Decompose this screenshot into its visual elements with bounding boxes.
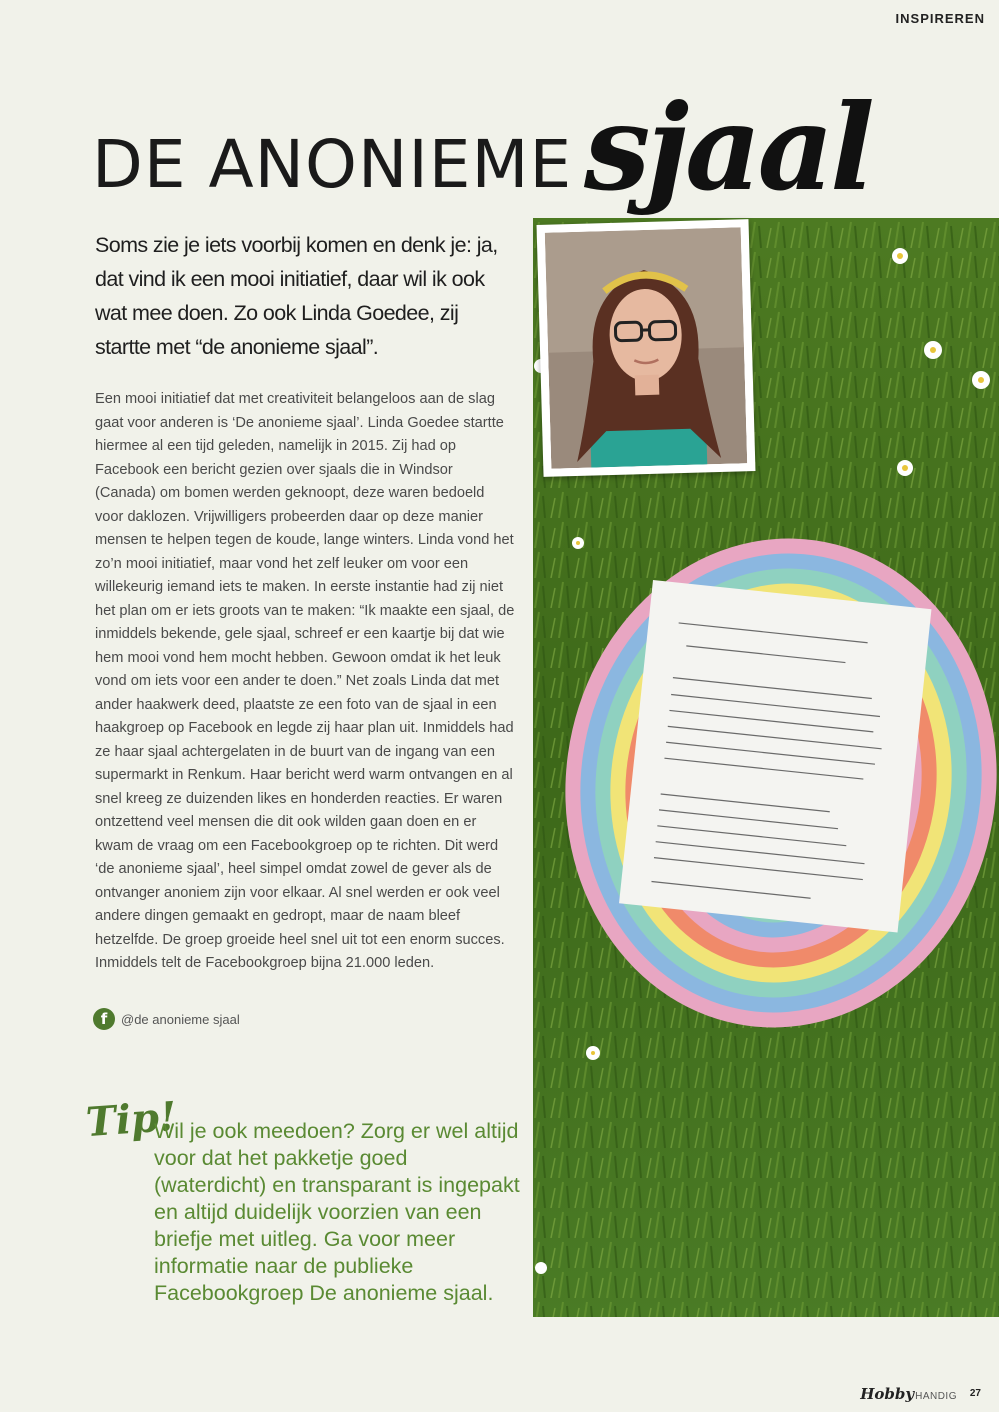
tip-text: Wil je ook meedoen? Zorg er wel altijd voor dat het pakketje goed (waterdicht) en transparant is ingepakt en altijd duidelijk voorzien van een briefje met uitleg. Ga voor meer informatie naar de publieke Facebookgroep De anonieme sjaal. — [154, 1119, 520, 1305]
body-paragraph: Een mooi initiatief dat met creativiteit belangeloos aan de slag gaat voor anderen is ‘De anonieme sjaal’. Linda Goedee startte hiermee al een tijd geleden, namelijk in 2015. Zij had op Facebook een bericht gezien over sjaals die in Windsor (Canada) om bomen werden geknoopt, deze waren bedoeld voor daklozen. Vrijwilligers probeerden daar op deze manier mensen te helpen tegen de koude, lange winters. Linda vond het zo’n mooi initiatief, maar vond het zelf leuker om voor een willekeurig iemand iets te maken. In eerste instantie had zij niet het plan om er iets groots van te maken: “Ik maakte een sjaal, de inmiddels bekende, gele sjaal, schreef er een kaartje bij dat wie hem mooi vond hem mocht hebben. Gewoon omdat ik het leuk vond om iets voor een ander te doen.” Net zoals Linda dat met ander haakwerk deed, plaatste ze een foto van de sjaal in een haakgroep op Facebook en legde zij haar plan uit. Inmiddels had ze haar sjaal achtergelaten in de buurt van de ingang van een supermarkt in Renkum. Haar bericht werd warm ontvangen en al snel kreeg ze duizenden likes en honderden reacties. Er waren ontzettend veel mensen die dit ook wilden gaan doen en er kwam de vraag om een Facebookgroep op te richten. Dit werd ‘de anonieme sjaal’, heel simpel omdat zowel de gever als de ontvanger anoniem zijn voor elkaar. Al snel werden er ook veel andere dingen gemaakt en gedropt, maar de naam bleef hetzelfde. De groep groeide heel snel uit tot een enorm succes. Inmiddels telt de Facebookgroep bijna 21.000 leden. — [95, 391, 515, 971]
article-title: DE ANONIEME — [92, 126, 573, 203]
facebook-icon: f — [93, 1008, 115, 1030]
logo-script: Hobby — [860, 1385, 915, 1403]
facebook-link[interactable] — [93, 1008, 240, 1030]
facebook-handle: @de anonieme sjaal — [121, 1011, 240, 1027]
logo-caps: HANDIG — [915, 1391, 957, 1402]
tip-label: Tip! — [84, 1092, 179, 1147]
portrait-photo — [537, 219, 756, 477]
portrait-illustration — [545, 227, 748, 468]
intro-paragraph: Soms zie je iets voorbij komen en denk je: ja, dat vind ik een mooi initiatief, daar wil ik ook wat mee doen. Zo ook Linda Goedee, zij startte met “de anonieme sjaal”. — [95, 233, 498, 359]
article-title-script: sjaal — [584, 78, 871, 217]
magazine-logo — [860, 1385, 957, 1403]
section-label: INSPIREREN — [895, 11, 985, 26]
page-number: 27 — [969, 1388, 981, 1399]
